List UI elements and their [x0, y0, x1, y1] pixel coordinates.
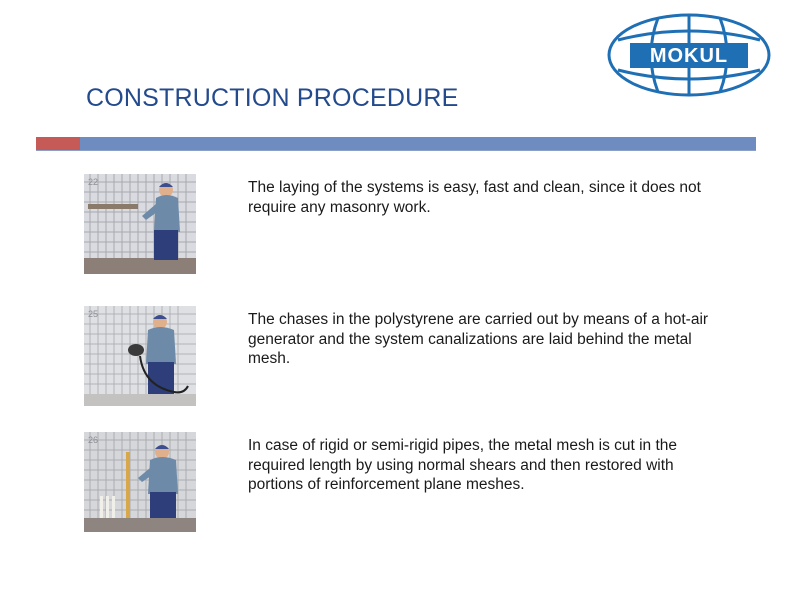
worker-cutting-mesh-illustration — [84, 432, 196, 532]
step-3-number: 26 — [88, 435, 99, 445]
step-3-image — [84, 432, 196, 532]
accent-bar-red — [36, 137, 80, 151]
step-2-image — [84, 306, 196, 406]
step-1-number: 22 — [88, 177, 99, 187]
page-title: CONSTRUCTION PROCEDURE — [86, 84, 459, 112]
worker-fixing-mesh-illustration — [84, 174, 196, 274]
mokul-logo — [606, 12, 772, 98]
step-2-text: The chases in the polystyrene are carried out by means of a hot-air generator and the system canalizations are laid behind the metal mesh. — [248, 311, 709, 367]
worker-hot-air-generator-illustration — [84, 306, 196, 406]
divider — [36, 150, 756, 151]
accent-bar-blue — [80, 137, 756, 151]
globe-logo-icon — [606, 12, 772, 98]
step-3-text: In case of rigid or semi-rigid pipes, the metal mesh is cut in the required length by using normal shears and then restored with portions of reinforcement plane meshes. — [248, 437, 678, 493]
step-1-image — [84, 174, 196, 274]
logo-text: MOKUL — [649, 45, 729, 67]
step-1-text: The laying of the systems is easy, fast and clean, since it does not require any masonry work. — [248, 179, 701, 216]
step-2-number: 25 — [88, 309, 99, 319]
